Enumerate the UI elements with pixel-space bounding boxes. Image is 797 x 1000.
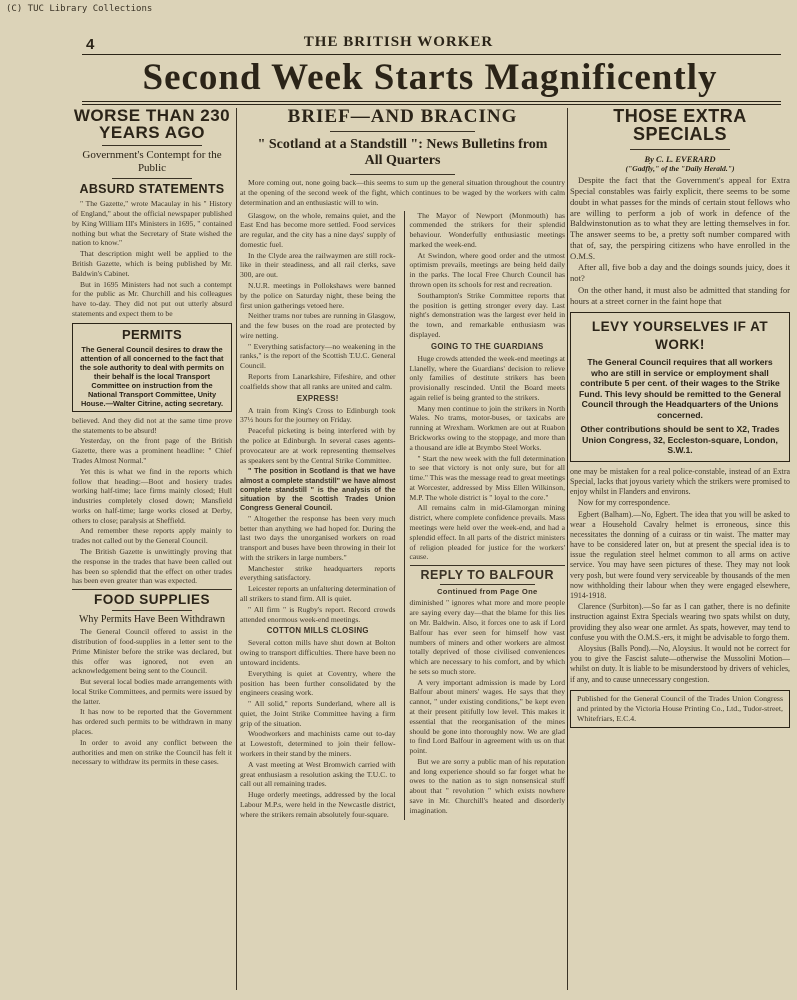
continued-note: Continued from Page One xyxy=(436,586,538,596)
subhead-contempt: Government's Contempt for the Public xyxy=(82,149,222,174)
paragraph: Peaceful picketing is being interfered with by the police at Edinburgh. In several cases agents-provocateur are at work representing themselves as speakers sent by the Central Strike Committee. xyxy=(240,426,396,465)
paragraph: Manchester strike headquarters reports everything satisfactory. xyxy=(240,563,396,583)
paragraph: Yesterday, on the front page of the British Gazette, there was a prominent headline: " Chief Trades Almost Normal." xyxy=(72,436,232,465)
column-right xyxy=(570,105,790,992)
paragraph: Egbert (Balham).—No, Egbert. The idea that you will be asked to wear a Household Cavalry helmet is erroneous, since this necessitates the donning of a cuirass or tin waist. The matter may have to be considered later on, but at present the special idea is to issue the regulation steel helmet common to all arms on active service. You may have seen pictures of these. They may not look very posh, but were found very serviceable by thousands of the men now withholding their labour when they were engaged elsewhere, 1914-1918. xyxy=(570,509,790,600)
section-express: EXPRESS! xyxy=(296,393,339,403)
paragraph: Despite the fact that the Government's appeal for Extra Special constables was fairly explicit, there seems to be some doubt in what passes for the minds of certain stout fellows who are willing to perform a job of work in defence of the Baldwinstonution as to what they are letting themselves in for. The answer seems to be, a pretty soft number compared with that of, say, the perspiring citizens who have enrolled in the O.M.S. xyxy=(570,175,790,261)
paragraph: A vast meeting at West Bromwich carried with great enthusiasm a resolution asking the T.U.C. to call out all remaining trades. xyxy=(240,759,396,789)
paragraph: But in 1695 Ministers had not such a contempt for the public as Mr. Churchill and his colleagues have to-day. They did not put out utterly absurd statements and expect them to be xyxy=(72,279,232,318)
copyright-notice: (C) TUC Library Collections xyxy=(6,4,153,14)
paragraph: " Everything satisfactory—no weakening in the ranks," is the report of the Scottish T.U.C. General Council. xyxy=(240,341,396,371)
article-body xyxy=(570,467,790,685)
article-body xyxy=(570,175,790,306)
article-body xyxy=(72,416,232,586)
paragraph: After all, five bob a day and the doings sounds juicy, does it not? xyxy=(570,262,790,284)
bulletin-column-right xyxy=(404,211,566,821)
paragraph: Aloysius (Balls Pond).—No, Aloysius. It would not be correct for you to give the Fascist salute—otherwise the Mussolini Motion—whilst on duty. It is liable to be misunderstood by drivers of vehicles, if any, and to cause unnecessary congestion. xyxy=(570,643,790,684)
column-divider xyxy=(236,108,237,990)
page-number: 4 xyxy=(86,36,95,53)
column-left xyxy=(72,105,232,992)
paragraph: " All firm " is Rugby's report. Record crowds attended enormous week-end meetings. xyxy=(240,604,396,624)
paragraph: More coming out, none going back—this seems to sum up the general situation throughout the country at the opening of the second week of the fight, which continues to be waged by the workers with calm determination and an enthusiastic will to win. xyxy=(240,178,565,207)
divider xyxy=(410,565,566,566)
paragraph: one may be mistaken for a real police-constable, instead of an Extra Special, lacks that joyous variety which the strikers were promised to enjoy whilst in Flanders and environs. xyxy=(570,466,790,497)
section-absurd-statements: ABSURD STATEMENTS xyxy=(79,182,225,197)
banner-headline: Second Week Starts Magnificently xyxy=(142,57,718,98)
subhead-permits-withdrawn: Why Permits Have Been Withdrawn xyxy=(78,613,226,625)
levy-notice: The General Council requires that all workers who are still in service or employment shall contribute 5 per cent. of their wages to the Strike Fund. This levy should be remitted to the General Council through the Headquarters of the Unions concerned. xyxy=(579,357,781,420)
headline-extra-specials: THOSE EXTRA SPECIALS xyxy=(613,106,747,144)
article-intro xyxy=(240,178,565,207)
paragraph: Neither trams nor tubes are running in Glasgow, and the few buses on the road are protected by wire netting. xyxy=(240,311,396,340)
bulletins xyxy=(240,211,565,821)
paragraph: Huge orderly meetings, addressed by the local Labour M.P.s, were held in the Newcastle district, where the strikers remain absolutely four-square. xyxy=(240,790,396,819)
column-center xyxy=(240,105,565,992)
paragraph: But we are sorry a public man of his reputation and long experience should so far forget what he owes to the nation as to sign nonsensical stuff about that " revolution " which exists nowhere save in Mr. Churchill's heated and disorderly imagination. xyxy=(409,756,565,815)
byline: By C. L. EVERARD xyxy=(644,154,716,164)
paragraph: Many men continue to join the strikers in North Wales. No trams, motor-buses, or taxicabs are running at Wrexham. Workmen are out at Ruabon Brickworks owing to the stoppage, and more than a thousand are idle at Brymbo Steel Works. xyxy=(409,403,565,452)
paragraph: believed. And they did not at the same time prove the statements to be absurd! xyxy=(72,415,232,435)
paragraph: At Swindon, where good order and the utmost optimism prevails, meetings are being held daily in the parks. The local Free Church Council has thrown open its schools for rest and recreation. xyxy=(409,250,565,289)
subhead-scotland: " Scotland at a Standstill ": News Bulletins from All Quarters xyxy=(257,137,548,169)
paragraph: Glasgow, on the whole, remains quiet, and the East End has become more settled. Food services are regular, and the city has a nine days' supply of domestic fuel. xyxy=(240,210,396,249)
imprint: Published for the General Council of the Trades Union Congress and printed by the Victoria House Printing Co., Ltd., Tudor-street, Whitefriars, E.C.4. xyxy=(577,693,783,723)
section-guardians: GOING TO THE GUARDIANS xyxy=(430,341,544,351)
levy-box xyxy=(570,312,790,461)
paragraph: " Altogether the response has been very much better than anything we had hoped for. During the last two days the unorganised workers on road transport and buses have been throwing in their lot with the strikers in large numbers." xyxy=(240,513,396,562)
paragraph: N.U.R. meetings in Pollokshaws were banned by the police on Saturday night, these being the first union gatherings vetoed here. xyxy=(240,281,396,310)
paragraph: The Mayor of Newport (Monmouth) has commended the strikers for their splendid behaviour. Wonderfully enthusiastic meetings marked the week-end. xyxy=(409,210,565,249)
byline-sub: ("Gadfly," of the "Daily Herald.") xyxy=(625,163,735,173)
masthead: THE BRITISH WORKER xyxy=(303,34,494,50)
paragraph: " Start the new week with the full determination to see that victory is not only sure, but for all time." This was the message read to great meetings at Worcester, addressed by Miss Ellen Wilkinson, M.P. The whole district is " loyal to the core." xyxy=(409,453,565,502)
paragraph: It has now to be reported that the Government has ordered such permits to be withdrawn in many places. xyxy=(72,707,232,736)
paragraph: " The position in Scotland is that we have almost a complete standstill" we have almost complete standstill " is the analysis of the situation by the Scottish Trades Union Congress General Council. xyxy=(240,466,396,513)
paragraph: All remains calm in mid-Glamorgan mining district, where complete confidence prevails. Mass meetings were held over the week-end, and had a splendid effect. In all parts of the district ministers of religion pleaded for justice for the workers' cause. xyxy=(409,503,565,562)
permits-notice: The General Council desires to draw the attention of all concerned to the fact that the sole authority to deal with permits on their behalf is the local Transport Committee on instruction from the National Transport Committee, Unity House.—Walter Citrine, acting secretary. xyxy=(79,344,225,408)
banner-rule xyxy=(82,101,781,102)
headline-brief-bracing: BRIEF—AND BRACING xyxy=(287,106,518,127)
article-body xyxy=(72,627,232,767)
levy-contributions: Other contributions should be sent to X2, Trades Union Congress, 32, Eccleston-square, London, S.W.1. xyxy=(580,424,780,456)
paragraph: Huge crowds attended the week-end meetings at Llanelly, where the Guardians' decision to relieve only families of destitute strikers has been provisionally rescinded. Until the Board meets again relief is being granted to the strikers. xyxy=(409,353,565,402)
paragraph: Everything is quiet at Coventry, where the position has been further consolidated by the engineers ceasing work. xyxy=(240,668,396,698)
paragraph: Reports from Lanarkshire, Fifeshire, and other coalfields show that all ranks are united and calm. xyxy=(240,372,396,391)
paragraph: That description might well be applied to the British Gazette, which is being published by Mr. Baldwin's Cabinet. xyxy=(72,249,232,278)
paragraph: Southampton's Strike Committee reports that the position is getting stronger every day. Last night's demonstration was the largest ever held in the town, and remarkable enthusiasm was displayed. xyxy=(409,290,565,339)
paragraph: diminished " ignores what more and more people are saying every day—that the blame for this lies on Mr. Baldwin. Also, it forces one to ask if Lord Balfour has ever seen for himself how vast numbers of miners and other workers are almost totally deprived of those civilised conveniences which are necessary to his comfort, and by which he sets so much store. xyxy=(409,598,565,676)
headline-food-supplies: FOOD SUPPLIES xyxy=(93,592,211,608)
divider xyxy=(72,589,232,590)
column-divider xyxy=(567,108,568,990)
divider xyxy=(112,178,192,179)
levy-title: LEVY YOURSELVES IF AT WORK! xyxy=(591,319,769,352)
section-cotton-mills: COTTON MILLS CLOSING xyxy=(266,626,369,636)
paragraph: Yet this is what we find in the reports which follow that heading:—Boot and hosiery trades working half-time; lace firms mainly closed; Hull industries completely closed down; Mansfield works on half-time; large works closed at Derby, others to close; paralysis at Sheffield. xyxy=(72,466,232,525)
headline-reply-balfour: REPLY TO BALFOUR xyxy=(420,568,554,583)
masthead-rule xyxy=(82,54,781,55)
paragraph: In order to avoid any conflict between the authorities and men on strike the Council has felt it necessary to withdraw its permits in these cases. xyxy=(72,737,232,767)
paragraph: Several cotton mills have shut down at Bolton owing to transport difficulties. There have been no untoward incidents. xyxy=(240,638,396,667)
paragraph: On the other hand, it must also be admitted that standing for hours at a street corner in the faint hope that xyxy=(570,284,790,306)
paragraph: In the Clyde area the railwaymen are still rock-like in their steadiness, and all rail clerks, save 300, are out. xyxy=(240,250,396,280)
permits-title: PERMITS xyxy=(122,326,182,342)
bulletin-column-left xyxy=(240,211,396,821)
paragraph: But several local bodies made arrangements with local Strike Committees, and permits were issued by the latter. xyxy=(72,677,232,706)
paragraph: The General Council offered to assist in the distribution of food-supplies in a letter sent to the Prime Minister before the strike was declared, but this offer was ignored, not even an acknowledgement being sent to the Council. xyxy=(72,627,232,676)
paragraph: A train from King's Cross to Edinburgh took 37½ hours for the journey on Friday. xyxy=(240,405,396,425)
divider xyxy=(440,584,536,585)
paragraph: Leicester reports an unfaltering determination of all strikers to stand firm. All is quiet. xyxy=(240,584,396,603)
paragraph: The British Gazette is unwittingly proving that the response in the trades that have been called out has been so splendid that the effect on other trades has been even greater than was expected. xyxy=(72,547,232,586)
paragraph: " The Gazette," wrote Macaulay in his " History of England," about the official newspaper published by King William III's Ministers in 1695, " contained nothing but what the Secretary of State wished the nation to know." xyxy=(72,199,232,248)
permits-box xyxy=(72,323,232,412)
divider xyxy=(330,131,475,132)
paragraph: A very important admission is made by Lord Balfour about miners' wages. He says that they cannot, " under existing conditions," be kept even at their present pitifully low level. This makes it essential that the reorganisation of the mines should be gone into thoroughly now. We are glad to find Lord Balfour in agreement with us on that point. xyxy=(409,677,565,756)
paragraph: And remember these reports apply mainly to trades not called out by the General Council. xyxy=(72,526,232,546)
divider xyxy=(350,174,455,175)
paragraph: Woodworkers and machinists came out to-day at Lowestoft, determined to join their fellow-workers in their stand by the miners. xyxy=(240,729,396,758)
divider xyxy=(630,149,730,150)
paragraph: Clarence (Surbiton).—So far as I can gather, there is no definite instruction against Extra Specials wearing two spats whilst on duty, providing they also wear one armlet. As spats, however, may tend to confuse you with the O.M.S.-ers, it might be advisable to forgo them. xyxy=(570,602,790,642)
divider xyxy=(102,145,202,146)
paragraph: Now for my correspondence. xyxy=(578,498,671,508)
headline-worse-than: WORSE THAN 230 YEARS AGO xyxy=(73,106,231,142)
imprint-box xyxy=(570,690,790,728)
article-body xyxy=(72,199,232,318)
divider xyxy=(112,610,192,611)
paragraph: " All solid," reports Sunderland, where all is quiet, the Joint Strike Committee having a firm grip of the situation. xyxy=(240,699,396,728)
